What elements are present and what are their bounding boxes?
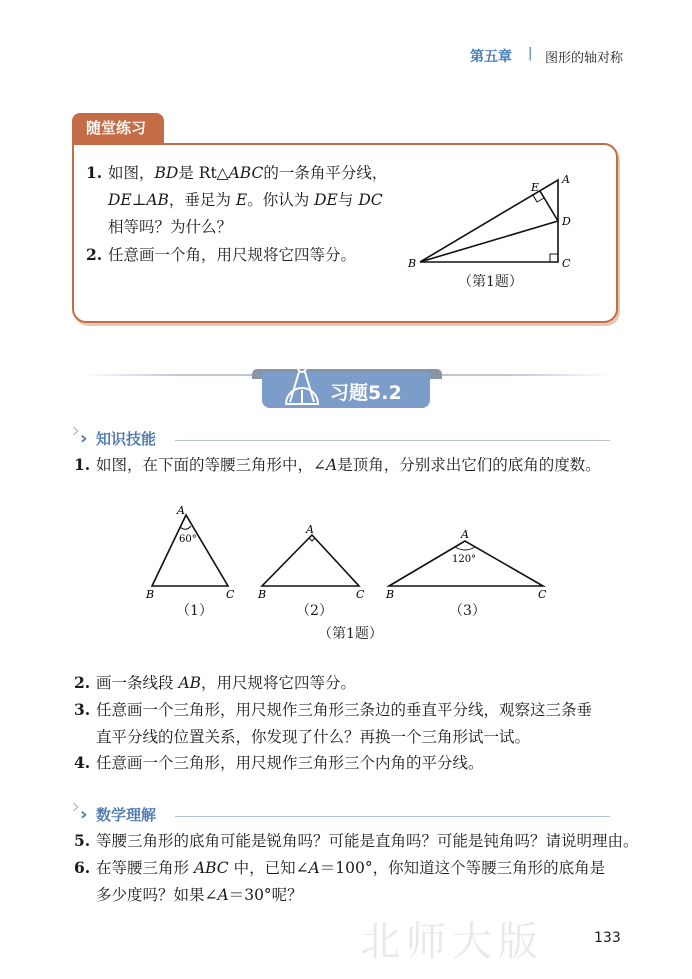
question-text: 如图， <box>108 164 155 182</box>
math-symbol: A <box>217 886 229 904</box>
question-text: 在等腰三角形 <box>96 859 194 877</box>
question-number: 4. <box>74 753 91 772</box>
question-text: ⊥ <box>131 191 147 209</box>
t3-label-b: B <box>386 588 395 600</box>
triangle-2 <box>262 535 359 586</box>
question-line <box>74 858 605 878</box>
question-number: 2. <box>86 245 103 264</box>
question-text: 是 Rt△ <box>178 164 229 182</box>
label-e: E <box>531 181 540 194</box>
t1-angle: 60° <box>179 534 197 545</box>
question-text: 任意画一个三角形，用尺规作三角形三个内角的平分线。 <box>96 754 484 772</box>
question-text: 是顶角，分别求出它们的底角的度数。 <box>337 456 601 474</box>
triangle-1 <box>152 515 228 586</box>
question-text: 画一条线段 <box>96 674 179 692</box>
chapter-title: 图形的轴对称 <box>545 51 624 66</box>
question-number: 6. <box>74 858 91 877</box>
question-number: 5. <box>74 831 91 850</box>
label-d: D <box>562 215 571 228</box>
chevron-right-icon <box>70 427 78 435</box>
right-angle-c <box>550 254 558 262</box>
t1-label-a: A <box>177 504 185 517</box>
label-b: B <box>408 257 417 270</box>
t2-label-b: B <box>258 588 267 600</box>
math-symbol: AB <box>178 674 202 692</box>
section-title-understanding: 数学理解 <box>96 806 157 824</box>
section-rule <box>175 440 610 441</box>
question-line <box>74 455 601 475</box>
chevron-right-icon: › <box>80 804 88 825</box>
header-separator: | <box>528 46 533 61</box>
question-number: 2. <box>74 673 91 692</box>
question-text: ＝30°呢？ <box>228 886 303 904</box>
question-text: ，用尺规将它四等分。 <box>201 674 357 692</box>
math-symbol: ABC <box>228 164 264 182</box>
question-number: 3. <box>74 700 91 719</box>
question-text: 相等吗？为什么？ <box>108 218 233 236</box>
section-title-knowledge: 知识技能 <box>96 430 157 448</box>
math-symbol: E <box>235 191 248 209</box>
question-line <box>74 753 484 773</box>
t1-label-c: C <box>226 588 235 600</box>
math-symbol: DE <box>314 191 338 209</box>
chevron-right-icon <box>70 803 78 811</box>
sub-caption-3: （3） <box>449 603 486 619</box>
label-a: A <box>562 173 570 186</box>
math-symbol: A <box>308 859 320 877</box>
section-rule <box>175 816 610 817</box>
question-line <box>74 673 356 693</box>
question-line <box>74 727 530 747</box>
question-text: 中，已知∠ <box>228 859 309 877</box>
practice-line <box>86 190 383 210</box>
chapter-label: 第五章 <box>470 49 512 65</box>
question-text: 如图，在下面的等腰三角形中，∠ <box>96 456 326 474</box>
compass-protractor-icon <box>282 352 322 408</box>
math-symbol: ABC <box>193 859 229 877</box>
question-text: 任意画一个三角形，用尺规作三角形三条边的垂直平分线，观察这三条垂 <box>96 701 593 719</box>
sub-caption-2: （2） <box>296 603 333 619</box>
question-number: 1. <box>74 455 91 474</box>
question-line <box>74 885 303 905</box>
question-text: 。你认为 <box>247 191 315 209</box>
practice-tab: 随堂练习 <box>72 113 164 145</box>
triangles-figure-caption: （第1题） <box>318 626 383 642</box>
watermark: 北师大版 <box>360 919 544 965</box>
t2-label-a: A <box>306 523 314 536</box>
sub-caption-1: （1） <box>176 603 213 619</box>
math-symbol: DE <box>108 191 132 209</box>
question-text: 的一条角平分线， <box>263 164 388 182</box>
math-symbol: DC <box>358 191 383 209</box>
exercise-title: 习题5.2 <box>330 382 402 404</box>
triangles-figure <box>130 500 570 600</box>
bisector-bd <box>420 221 558 262</box>
chevron-right-icon: › <box>80 428 88 449</box>
practice-line <box>86 245 356 265</box>
question-line <box>74 831 639 851</box>
t3-angle: 120° <box>452 554 477 565</box>
t3-label-a: A <box>461 528 469 541</box>
question-text: 直平分线的位置关系，你发现了什么？再换一个三角形试一试。 <box>96 728 531 746</box>
question-text: 多少度吗？如果∠ <box>96 886 218 904</box>
question-text: ＝100°，你知道这个等腰三角形的底角是 <box>319 859 606 877</box>
t2-label-c: C <box>356 588 365 600</box>
perpendicular-de <box>540 191 558 221</box>
practice-figure-caption: （第1题） <box>458 274 523 290</box>
question-line <box>74 700 592 720</box>
math-symbol: A <box>326 456 338 474</box>
label-c: C <box>562 257 571 270</box>
question-number: 1. <box>86 163 103 182</box>
question-text: 等腰三角形的底角可能是锐角吗？可能是直角吗？可能是钝角吗？请说明理由。 <box>96 832 639 850</box>
question-text: ，垂足为 <box>168 191 236 209</box>
math-symbol: BD <box>154 164 179 182</box>
t3-label-c: C <box>538 588 547 600</box>
practice-line <box>86 217 232 237</box>
t1-label-b: B <box>146 588 155 600</box>
question-text: 任意画一个角，用尺规将它四等分。 <box>108 246 357 264</box>
question-text: 与 <box>337 191 359 209</box>
math-symbol: AB <box>146 191 169 209</box>
practice-line <box>86 163 387 183</box>
page-number: 133 <box>594 930 621 946</box>
